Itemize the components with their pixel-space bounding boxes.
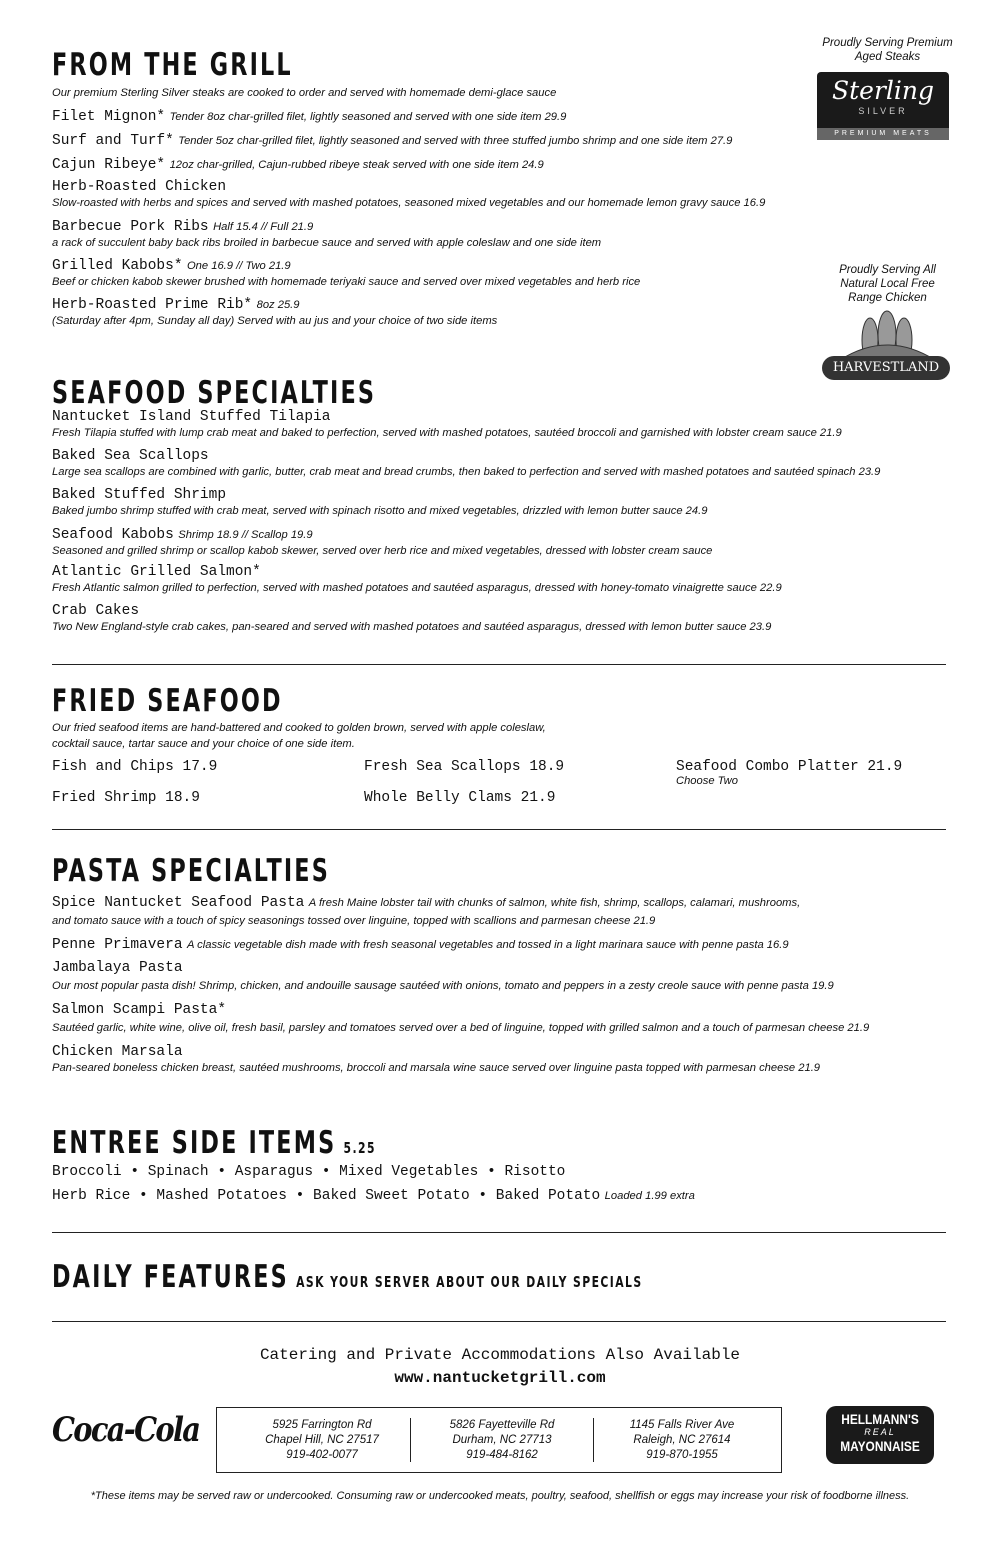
item-name: Atlantic Grilled Salmon* (52, 564, 261, 580)
item-desc: Our most popular pasta dish! Shrimp, chicken, and andouille sausage sautéed with onions, tomato and peppers in a zesty creole sauce with penne pasta 19.9 (52, 980, 834, 992)
item-desc: Tender 8oz char-grilled filet, lightly seasoned and served with one side item 29.9 (169, 111, 567, 123)
divider (52, 1232, 946, 1233)
item-name: Chicken Marsala (52, 1044, 183, 1060)
location-raleigh: 1145 Falls River Ave Raleigh, NC 27614 919-870-1955 (629, 1419, 735, 1461)
daily-heading: DAILY FEATURES ASK YOUR SERVER ABOUT OUR DAILY SPECIALS (52, 1259, 643, 1295)
sides-heading: ENTREE SIDE ITEMS 5.25 (52, 1125, 376, 1161)
item-name: Grilled Kabobs* (52, 258, 183, 274)
item-name: Salmon Scampi Pasta* (52, 1002, 227, 1018)
sterling-silver-logo: Sterling SILVER PREMIUM MEATS (817, 72, 949, 140)
menu-item (52, 486, 707, 519)
menu-item (52, 447, 880, 480)
item-name: Baked Stuffed Shrimp (52, 487, 227, 503)
fried-item: Fried Shrimp 18.9 (52, 790, 200, 806)
item-desc: Sautéed garlic, white wine, olive oil, fresh basil, parsley and tomatoes served over a bed of linguine, topped with grilled salmon and a touch of parmesan cheese 21.9 (52, 1022, 870, 1034)
fried-intro: Our fried seafood items are hand-battered and cooked to golden brown, served with apple coleslaw, (52, 722, 546, 734)
item-desc: Tender 5oz char-grilled filet, lightly seasoned and served with three stuffed jumbo shrimp and one side item 27.9 (178, 135, 733, 147)
item-name: Crab Cakes (52, 603, 140, 619)
menu-item (52, 178, 765, 211)
item-desc: and tomato sauce with a touch of spicy seasonings tossed over linguine, topped with scallions and parmesan cheese 21.9 (52, 915, 656, 927)
item-price: One 16.9 // Two 21.9 (186, 260, 291, 272)
item-desc: A classic vegetable dish made with fresh seasonal vegetables and tossed in a light marinara sauce with penne pasta 16.9 (186, 939, 789, 951)
item-name: Baked Sea Scallops (52, 448, 209, 464)
fried-item: Whole Belly Clams 21.9 (364, 790, 556, 806)
harvestland-tagline: Proudly Serving All Natural Local Free Range Chicken (839, 264, 936, 304)
menu-item (52, 893, 800, 929)
menu-item (52, 935, 789, 954)
grill-intro: Our premium Sterling Silver steaks are cooked to order and served with homemade demi-glace sauce (52, 87, 557, 99)
fried-item: Seafood Combo Platter 21.9 (676, 759, 903, 775)
divider (410, 1418, 411, 1462)
website-link[interactable]: www.nantucketgrill.com (394, 1369, 606, 1387)
daily-subtitle: ASK YOUR SERVER ABOUT OUR DAILY SPECIALS (296, 1273, 643, 1291)
sides-line: Herb Rice • Mashed Potatoes • Baked Sweet Potato • Baked Potato Loaded 1.99 extra (52, 1188, 695, 1204)
item-name: Cajun Ribeye* (52, 157, 166, 173)
loaded-note: Loaded 1.99 extra (604, 1190, 695, 1202)
menu-item (52, 959, 834, 994)
menu-item (52, 256, 640, 290)
item-name: Barbecue Pork Ribs (52, 219, 209, 235)
item-desc: Baked jumbo shrimp stuffed with crab meat, served with spinach risotto and mixed vegetables, drizzled with lemon butter sauce 24.9 (52, 505, 708, 517)
fried-heading: FRIED SEAFOOD (52, 683, 283, 719)
location-chapel-hill: 5925 Farrington Rd Chapel Hill, NC 27517 919-402-0077 (265, 1419, 379, 1461)
item-desc: Pan-seared boneless chicken breast, sautéed mushrooms, broccoli and marsala wine sauce served over linguine pasta topped with parmesan cheese 21.9 (52, 1062, 821, 1074)
menu-item (52, 107, 566, 126)
menu-item (52, 525, 712, 559)
item-name: Surf and Turf* (52, 133, 174, 149)
item-desc: Fresh Atlantic salmon grilled to perfection, served with mashed potatoes and sautéed asparagus, dressed with honey-tomato vinaigrette sauce 22.9 (52, 582, 782, 594)
catering-note: Catering and Private Accommodations Also Available (259, 1346, 741, 1364)
divider (52, 664, 946, 665)
seafood-heading: SEAFOOD SPECIALTIES (52, 375, 377, 411)
item-name: Herb-Roasted Prime Rib* (52, 297, 253, 313)
hellmanns-logo: HELLMANN'S REAL MAYONNAISE (826, 1406, 934, 1464)
item-desc: Fresh Tilapia stuffed with lump crab meat and baked to perfection, served with mashed potatoes, sautéed broccoli and garnished with lobster cream sauce 21.9 (52, 427, 842, 439)
harvestland-logo: HARVESTLAND (820, 310, 955, 390)
location-durham: 5826 Fayetteville Rd Durham, NC 27713 919-484-8162 (449, 1419, 555, 1461)
menu-item (52, 295, 497, 329)
item-desc: (Saturday after 4pm, Sunday all day) Served with au jus and your choice of two side items (52, 315, 498, 327)
item-name: Penne Primavera (52, 937, 183, 953)
divider (52, 829, 946, 830)
sterling-tagline: Proudly Serving Premium Aged Steaks (822, 37, 953, 63)
item-price: Half 15.4 // Full 21.9 (213, 221, 314, 233)
item-desc: A fresh Maine lobster tail with chunks of salmon, white fish, shrimp, scallops, calamari, mushrooms, (308, 897, 801, 909)
coca-cola-logo: Coca-Cola (52, 1410, 200, 1450)
pasta-heading: PASTA SPECIALTIES (52, 853, 330, 889)
combo-note: Choose Two (676, 775, 738, 787)
fried-item: Fresh Sea Scallops 18.9 (364, 759, 565, 775)
item-name: Spice Nantucket Seafood Pasta (52, 895, 305, 911)
item-desc: Seasoned and grilled shrimp or scallop kabob skewer, served over herb rice and mixed vegetables, dressed with lobster cream sauce (52, 545, 713, 557)
divider (52, 1321, 946, 1322)
item-name: Seafood Kabobs (52, 527, 174, 543)
locations-box (216, 1407, 782, 1473)
menu-item (52, 1001, 869, 1036)
item-desc: Beef or chicken kabob skewer brushed with homemade teriyaki sauce and served over mixed vegetables and herb rice (52, 276, 641, 288)
item-name: Jambalaya Pasta (52, 960, 183, 976)
item-name: Herb-Roasted Chicken (52, 179, 227, 195)
item-desc: 12oz char-grilled, Cajun-rubbed ribeye steak served with one side item 24.9 (169, 159, 544, 171)
item-name: Nantucket Island Stuffed Tilapia (52, 409, 331, 425)
item-name: Filet Mignon* (52, 109, 166, 125)
menu-item (52, 563, 782, 596)
item-desc: a rack of succulent baby back ribs broiled in barbecue sauce and served with apple coleslaw and one side item (52, 237, 602, 249)
menu-item (52, 217, 601, 251)
item-desc: Large sea scallops are combined with garlic, butter, crab meat and bread crumbs, then baked to perfection and served with mashed potatoes and sautéed spinach 23.9 (52, 466, 881, 478)
item-desc: Slow-roasted with herbs and spices and served with mashed potatoes, seasoned mixed vegetables and our homemade lemon gravy sauce 16.9 (52, 197, 766, 209)
menu-item (52, 131, 732, 150)
divider (593, 1418, 594, 1462)
sides-line: Broccoli • Spinach • Asparagus • Mixed Vegetables • Risotto (52, 1164, 566, 1180)
item-price: Shrimp 18.9 // Scallop 19.9 (178, 529, 313, 541)
menu-item (52, 155, 544, 174)
fried-intro: cocktail sauce, tartar sauce and your choice of one side item. (52, 738, 355, 750)
item-desc: Two New England-style crab cakes, pan-seared and served with mashed potatoes and sautéed asparagus, dressed with lemon butter sauce 23.9 (52, 621, 772, 633)
item-price: 8oz 25.9 (256, 299, 300, 311)
fried-item: Fish and Chips 17.9 (52, 759, 218, 775)
grill-heading: FROM THE GRILL (52, 47, 293, 83)
menu-item (52, 1043, 820, 1076)
menu-item (52, 408, 842, 441)
sides-price: 5.25 (343, 1139, 376, 1157)
disclaimer: *These items may be served raw or undercooked. Consuming raw or undercooked meats, poultry, seafood, shellfish or eggs may increase your risk of foodborne illness. (90, 1490, 910, 1502)
menu-item (52, 602, 771, 635)
